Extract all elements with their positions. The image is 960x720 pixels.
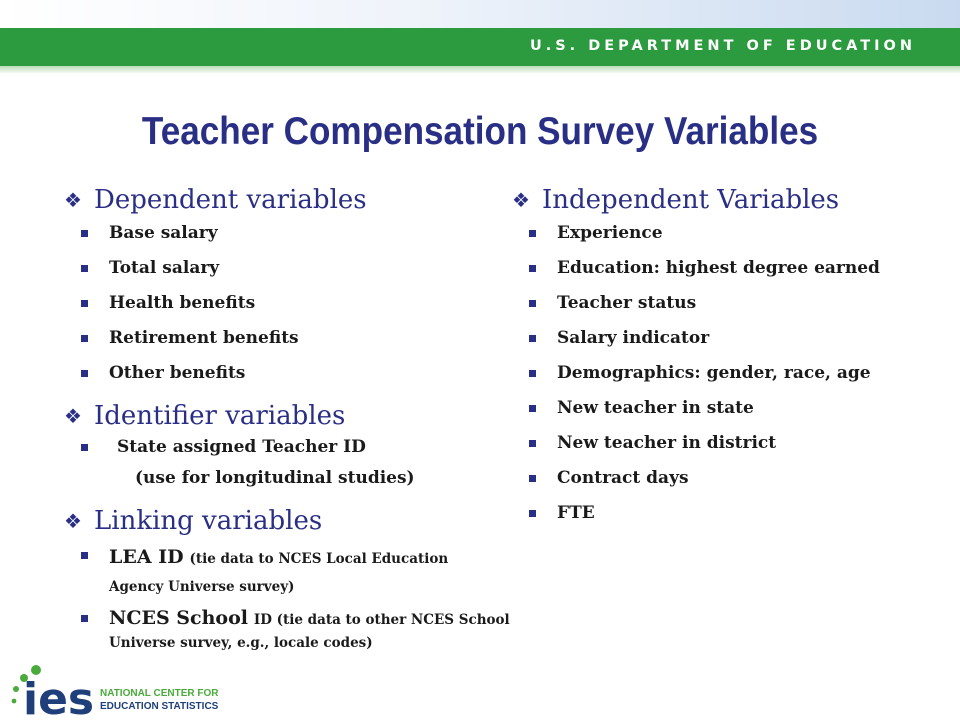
identifier-heading: Identifier variables [94, 401, 346, 431]
logo-mark: ies [23, 674, 95, 716]
identifier-list [64, 436, 564, 459]
list-item: Salary indicator [512, 327, 892, 350]
dependent-list [64, 222, 564, 385]
square-bullet-icon [81, 552, 88, 559]
square-bullet-icon [81, 444, 88, 451]
linking-heading: Linking variables [94, 506, 323, 536]
diamond-bullet-icon: ❖ [64, 404, 82, 428]
left-column [64, 183, 564, 654]
square-bullet-icon [81, 370, 88, 377]
square-bullet-icon [81, 230, 88, 237]
list-item: Contract days [512, 467, 892, 490]
logo-line-2: EDUCATION STATISTICS [100, 701, 219, 712]
list-item: New teacher in district [512, 432, 892, 455]
list-item: Education: highest degree earned [512, 257, 892, 280]
top-gradient-strip [0, 0, 960, 28]
list-item: NCES School ID (tie data to other NCES School Universe survey, e.g., locale codes) [64, 607, 559, 654]
square-bullet-icon [529, 475, 536, 482]
list-item: Teacher status [512, 292, 892, 315]
square-bullet-icon [529, 335, 536, 342]
logo-dot-4 [12, 699, 17, 704]
list-item: New teacher in state [512, 397, 892, 420]
independent-heading: Independent Variables [542, 185, 840, 215]
logo-line-1: NATIONAL CENTER FOR [100, 688, 219, 699]
square-bullet-icon [529, 230, 536, 237]
square-bullet-icon [529, 370, 536, 377]
diamond-bullet-icon: ❖ [64, 509, 82, 533]
list-item: Demographics: gender, race, age [512, 362, 892, 385]
list-item: Health benefits [64, 292, 564, 315]
identifier-note: (use for longitudinal studies) [135, 468, 415, 488]
slide-title: Teacher Compensation Survey Variables [141, 110, 819, 153]
list-item: FTE [512, 502, 892, 525]
square-bullet-icon [81, 300, 88, 307]
independent-variables-group [512, 183, 932, 525]
list-item: Retirement benefits [64, 327, 564, 350]
ies-logo [8, 664, 233, 716]
list-item: Experience [512, 222, 892, 245]
dependent-heading: Dependent variables [94, 185, 367, 215]
banner-shadow [0, 66, 960, 74]
square-bullet-icon [529, 265, 536, 272]
square-bullet-icon [81, 265, 88, 272]
square-bullet-icon [529, 300, 536, 307]
logo-dot-3 [13, 686, 19, 692]
list-item: Total salary [64, 257, 564, 280]
linking-list [64, 544, 564, 654]
independent-list [512, 222, 892, 525]
diamond-bullet-icon: ❖ [512, 188, 530, 212]
agency-name: U.S. DEPARTMENT OF EDUCATION [529, 38, 916, 54]
list-item: State assigned Teacher ID [64, 436, 564, 459]
square-bullet-icon [81, 615, 88, 622]
identifier-variables-group [64, 399, 564, 490]
square-bullet-icon [529, 440, 536, 447]
square-bullet-icon [81, 335, 88, 342]
linking-variables-group [64, 504, 564, 654]
list-item: Base salary [64, 222, 564, 245]
right-column [512, 183, 932, 537]
dependent-variables-group [64, 183, 564, 385]
square-bullet-icon [529, 510, 536, 517]
square-bullet-icon [529, 405, 536, 412]
list-item: Other benefits [64, 362, 564, 385]
diamond-bullet-icon: ❖ [64, 188, 82, 212]
list-item: LEA ID (tie data to NCES Local Education Agency Universe survey) [64, 544, 489, 601]
